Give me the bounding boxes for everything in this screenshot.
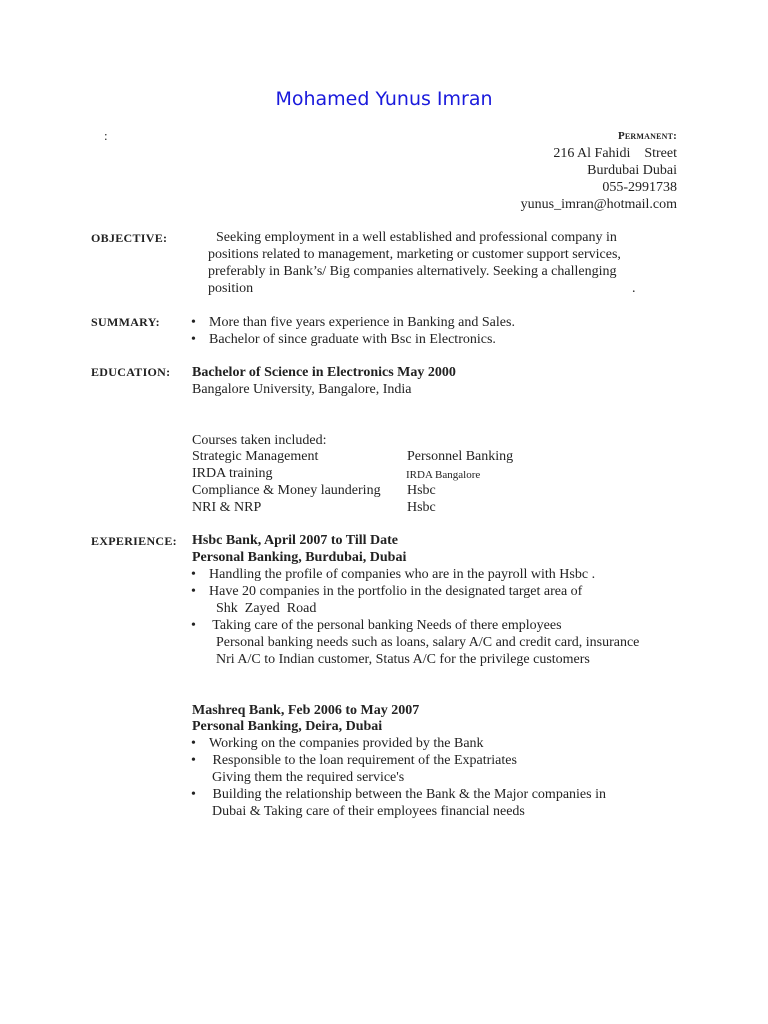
course-provider: Personnel Banking — [407, 449, 514, 464]
course-name: IRDA training — [192, 466, 273, 481]
experience-label: EXPERIENCE: — [91, 534, 177, 548]
job-role: Personal Banking, Burdubai, Dubai — [192, 550, 407, 565]
job-duty — [191, 566, 595, 583]
job-duty — [191, 752, 517, 769]
job-duty-text: Handling the profile of companies who are in the payroll with Hsbc . — [209, 567, 596, 582]
bullet: • — [191, 736, 196, 751]
job-duty-continuation: Dubai & Taking care of their employees financial needs — [212, 804, 525, 819]
phone-number: 055-2991738 — [602, 180, 677, 195]
resume-name: Mohamed Yunus Imran — [275, 88, 493, 110]
bullet: • — [191, 332, 196, 347]
job-duty — [191, 735, 484, 752]
objective-trailing-dot: . — [632, 281, 636, 296]
bullet: • — [191, 753, 196, 768]
job-duty — [191, 617, 562, 634]
job-duty-continuation: Personal banking needs such as loans, salary A/C and credit card, insurance — [216, 635, 640, 650]
course-name: NRI & NRP — [192, 500, 262, 515]
job-duty-text: Building the relationship between the Bank & the Major companies in — [209, 787, 606, 802]
summary-item-text: More than five years experience in Banking and Sales. — [209, 315, 515, 330]
job-duty-text: Have 20 companies in the portfolio in the designated target area of — [209, 584, 583, 599]
job-duty-text: Taking care of the personal banking Needs of there employees — [209, 618, 562, 633]
job-duty — [191, 583, 582, 600]
course-name: Strategic Management — [192, 449, 319, 464]
summary-label: SUMMARY: — [91, 315, 160, 329]
education-university: Bangalore University, Bangalore, India — [192, 382, 412, 397]
job-duty-continuation: Shk Zayed Road — [216, 601, 317, 616]
bullet: • — [191, 567, 196, 582]
job-duty-continuation: Nri A/C to Indian customer, Status A/C for the privilege customers — [216, 652, 590, 667]
course-name: Compliance & Money laundering — [192, 483, 381, 498]
objective-line-1: Seeking employment in a well established and professional company in — [216, 230, 617, 245]
bullet: • — [191, 584, 196, 599]
education-degree: Bachelor of Science in Electronics May 2000 — [192, 365, 456, 380]
header-colon: : — [104, 128, 108, 143]
course-provider: Hsbc — [407, 500, 436, 515]
bullet: • — [191, 618, 196, 633]
permanent-label: Permanent: — [617, 130, 677, 142]
course-provider: IRDA Bangalore — [406, 469, 481, 481]
bullet: • — [191, 315, 196, 330]
job-duty — [191, 786, 606, 803]
education-label: EDUCATION: — [91, 365, 171, 379]
bullet: • — [191, 787, 196, 802]
address-line-2: Burdubai Dubai — [587, 163, 677, 178]
objective-label: OBJECTIVE: — [91, 231, 168, 245]
job-duty-text: Working on the companies provided by the Bank — [209, 736, 484, 751]
course-provider: Hsbc — [407, 483, 436, 498]
objective-line-3: preferably in Bank’s/ Big companies alternatively. Seeking a challenging — [208, 264, 617, 279]
objective-line-2: positions related to management, marketing or customer support services, — [208, 247, 621, 262]
job-role: Personal Banking, Deira, Dubai — [192, 719, 383, 734]
job-duty-continuation: Giving them the required service's — [212, 770, 405, 785]
summary-item — [191, 331, 496, 348]
contact-block — [521, 128, 677, 213]
objective-line-4: position — [208, 281, 254, 296]
address-line-1: 216 Al Fahidi Street — [553, 146, 677, 161]
job-title: Mashreq Bank, Feb 2006 to May 2007 — [192, 703, 420, 718]
summary-item-text: Bachelor of since graduate with Bsc in Electronics. — [209, 332, 496, 347]
summary-item — [191, 314, 515, 331]
email-address: yunus_imran@hotmail.com — [520, 197, 677, 212]
job-duty-text: Responsible to the loan requirement of the Expatriates — [209, 753, 517, 768]
job-title: Hsbc Bank, April 2007 to Till Date — [192, 533, 399, 548]
courses-heading: Courses taken included: — [192, 433, 327, 448]
